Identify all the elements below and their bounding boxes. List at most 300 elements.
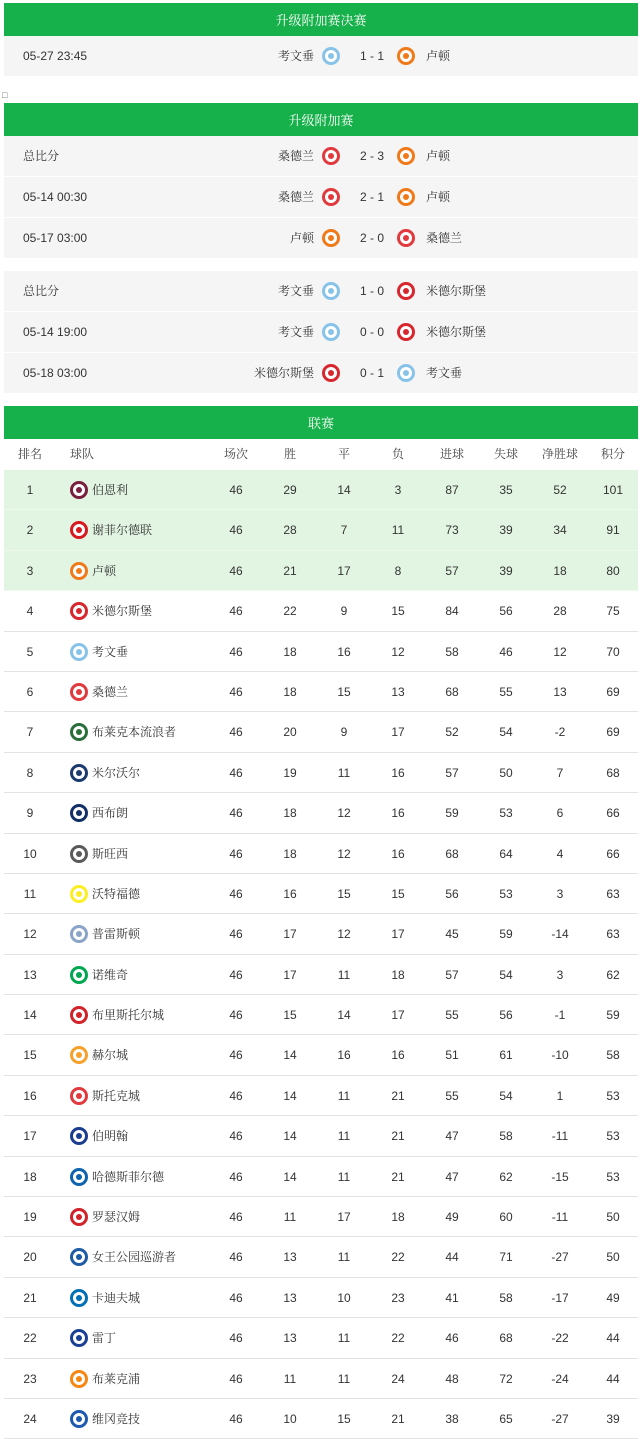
points-cell: 39: [606, 1411, 620, 1426]
crest-badge-icon: [397, 282, 415, 300]
home-team-name: 考文垂: [277, 284, 314, 298]
standings-row[interactable]: [4, 874, 638, 914]
points-cell: 91: [606, 523, 620, 538]
standings-row[interactable]: [4, 793, 638, 833]
goal-difference-cell: 18: [553, 563, 567, 578]
team-name-cell[interactable]: 布莱克本流浪者: [92, 725, 177, 740]
standings-row[interactable]: [4, 1076, 638, 1116]
header-played: 场次: [223, 447, 248, 461]
played-cell: 46: [229, 684, 243, 699]
standings-row[interactable]: [4, 1157, 638, 1197]
team-name-cell[interactable]: 赫尔城: [92, 1048, 129, 1063]
playoff-group-1: [4, 136, 638, 258]
crest-badge-icon: [70, 521, 88, 539]
away-team-name: 卢顿: [426, 49, 451, 63]
points-cell: 66: [606, 846, 620, 861]
rank-cell: 24: [23, 1411, 37, 1426]
goals-against-cell: 65: [499, 1411, 513, 1426]
header-goals-against: 失球: [493, 447, 518, 461]
team-name-cell[interactable]: 沃特福德: [92, 886, 141, 901]
standings-row[interactable]: [4, 672, 638, 712]
team-name-cell[interactable]: 西布朗: [92, 806, 129, 821]
lost-cell: 21: [391, 1129, 405, 1144]
goals-for-cell: 45: [445, 927, 459, 942]
match-row[interactable]: [4, 311, 638, 352]
points-cell: 53: [606, 1088, 620, 1103]
points-cell: 53: [606, 1169, 620, 1184]
team-crest-icon: [70, 723, 88, 741]
points-cell: 70: [606, 644, 620, 659]
crest-badge-icon: [397, 364, 415, 382]
goals-for-cell: 38: [445, 1411, 459, 1426]
played-cell: 46: [229, 604, 243, 619]
team-name-cell[interactable]: 诺维奇: [92, 967, 129, 982]
lost-cell: 16: [391, 765, 405, 780]
won-cell: 19: [283, 765, 297, 780]
team-crest-icon: [70, 1046, 88, 1064]
goals-against-cell: 62: [499, 1169, 513, 1184]
team-crest-icon: [70, 562, 88, 580]
lost-cell: 11: [391, 523, 405, 538]
away-team-crest-icon: [397, 188, 415, 206]
crest-badge-icon: [70, 1046, 88, 1064]
points-cell: 80: [606, 563, 620, 578]
drawn-cell: 12: [337, 846, 351, 861]
goals-for-cell: 51: [445, 1048, 459, 1063]
lost-cell: 16: [391, 846, 405, 861]
goals-against-cell: 61: [499, 1048, 513, 1063]
standings-row[interactable]: [4, 510, 638, 550]
won-cell: 16: [283, 886, 297, 901]
goals-for-cell: 41: [445, 1290, 459, 1305]
rank-cell: 8: [26, 765, 34, 780]
goals-for-cell: 47: [445, 1129, 459, 1144]
played-cell: 46: [229, 1008, 243, 1023]
won-cell: 14: [283, 1088, 297, 1103]
playoff-section-title: 升级附加赛: [288, 113, 354, 128]
points-cell: 49: [606, 1290, 620, 1305]
goal-difference-cell: 4: [556, 846, 564, 861]
goals-for-cell: 57: [445, 967, 459, 982]
goal-difference-cell: 6: [556, 806, 564, 821]
team-name-cell[interactable]: 布莱克浦: [92, 1371, 141, 1386]
points-cell: 59: [606, 1008, 620, 1023]
home-team-crest-icon: [322, 282, 340, 300]
crest-badge-icon: [397, 229, 415, 247]
home-team-name: 米德尔斯堡: [253, 366, 314, 380]
team-name-cell[interactable]: 谢菲尔德联: [92, 523, 153, 538]
lost-cell: 16: [391, 806, 405, 821]
crest-badge-icon: [70, 845, 88, 863]
team-name-cell[interactable]: 雷丁: [92, 1331, 117, 1346]
crest-badge-icon: [397, 147, 415, 165]
drawn-cell: 7: [340, 523, 348, 538]
goal-difference-cell: -11: [551, 1129, 569, 1144]
points-cell: 50: [606, 1250, 620, 1265]
goals-for-cell: 49: [445, 1210, 459, 1225]
home-team-name: 桑德兰: [277, 149, 314, 163]
match-date: 总比分: [23, 284, 60, 298]
rank-cell: 3: [26, 563, 34, 578]
match-date: 05-14 00:30: [23, 190, 88, 204]
team-name-cell[interactable]: 米尔沃尔: [92, 765, 141, 780]
drawn-cell: 17: [337, 563, 351, 578]
rank-cell: 20: [23, 1250, 37, 1265]
points-cell: 63: [606, 886, 620, 901]
played-cell: 46: [229, 563, 243, 578]
drawn-cell: 11: [337, 1129, 351, 1144]
won-cell: 13: [283, 1290, 297, 1305]
points-cell: 62: [606, 967, 620, 982]
team-name-cell[interactable]: 哈德斯菲尔德: [92, 1169, 165, 1184]
goal-difference-cell: -22: [551, 1331, 569, 1346]
points-cell: 68: [606, 765, 620, 780]
rank-cell: 17: [23, 1129, 37, 1144]
header-drawn: 平: [337, 447, 350, 461]
standings-row[interactable]: [4, 1197, 638, 1237]
team-crest-icon: [70, 643, 88, 661]
team-crest-icon: [70, 1329, 88, 1347]
match-row[interactable]: [4, 271, 638, 311]
crest-badge-icon: [322, 364, 340, 382]
standings-row[interactable]: [4, 551, 638, 591]
crest-badge-icon: [70, 1370, 88, 1388]
goals-for-cell: 44: [445, 1250, 459, 1265]
rank-cell: 4: [26, 604, 34, 619]
goals-for-cell: 55: [445, 1088, 459, 1103]
crest-badge-icon: [322, 147, 340, 165]
drawn-cell: 15: [337, 886, 351, 901]
drawn-cell: 11: [337, 1088, 351, 1103]
points-cell: 58: [606, 1048, 620, 1063]
played-cell: 46: [229, 927, 243, 942]
team-crest-icon: [70, 845, 88, 863]
home-team-name: 桑德兰: [277, 190, 314, 204]
lost-cell: 23: [391, 1290, 405, 1305]
drawn-cell: 11: [337, 1331, 351, 1346]
goals-for-cell: 59: [445, 806, 459, 821]
goals-for-cell: 87: [445, 483, 459, 497]
header-goal-difference: 净胜球: [541, 447, 578, 461]
goal-difference-cell: -14: [551, 927, 569, 942]
away-team-name: 米德尔斯堡: [426, 284, 487, 298]
standings-row[interactable]: [4, 632, 638, 672]
lost-cell: 18: [391, 1210, 405, 1225]
crest-badge-icon: [70, 1329, 88, 1347]
crest-badge-icon: [70, 562, 88, 580]
lost-cell: 21: [391, 1411, 405, 1426]
points-cell: 69: [606, 725, 620, 740]
home-team-crest-icon: [322, 364, 340, 382]
team-crest-icon: [70, 1289, 88, 1307]
drawn-cell: 12: [337, 927, 351, 942]
lost-cell: 17: [391, 1008, 405, 1023]
goals-for-cell: 68: [445, 846, 459, 861]
lost-cell: 21: [391, 1088, 405, 1103]
won-cell: 17: [283, 927, 297, 942]
match-date: 05-18 03:00: [23, 366, 88, 380]
standings-row[interactable]: [4, 591, 638, 631]
won-cell: 11: [283, 1210, 297, 1225]
won-cell: 13: [283, 1331, 297, 1346]
team-name-cell[interactable]: 卡迪夫城: [92, 1290, 141, 1305]
team-name-cell[interactable]: 卢顿: [92, 563, 117, 578]
team-crest-icon: [70, 925, 88, 943]
won-cell: 14: [283, 1129, 297, 1144]
played-cell: 46: [229, 846, 243, 861]
match-row[interactable]: [4, 176, 638, 217]
points-cell: 101: [602, 483, 624, 497]
home-team-crest-icon: [322, 47, 340, 65]
final-section-header: [4, 3, 638, 36]
match-score: 0 - 0: [359, 325, 384, 339]
crest-badge-icon: [70, 683, 88, 701]
rank-cell: 13: [23, 967, 37, 982]
standings-row[interactable]: [4, 1359, 638, 1399]
home-team-name: 考文垂: [277, 325, 314, 339]
won-cell: 22: [283, 604, 297, 619]
rank-cell: 6: [26, 684, 34, 699]
drawn-cell: 14: [337, 483, 351, 497]
goals-against-cell: 58: [499, 1290, 513, 1305]
played-cell: 46: [229, 483, 243, 497]
goals-against-cell: 35: [499, 483, 513, 497]
home-team-crest-icon: [322, 147, 340, 165]
goals-against-cell: 72: [499, 1371, 513, 1386]
crest-badge-icon: [70, 804, 88, 822]
team-name-cell[interactable]: 伯明翰: [92, 1129, 129, 1144]
stray-glyph: □: [2, 90, 8, 100]
team-name-cell[interactable]: 维冈竞技: [92, 1411, 141, 1426]
drawn-cell: 15: [337, 1411, 351, 1426]
goals-for-cell: 46: [445, 1331, 459, 1346]
team-name-cell[interactable]: 伯恩利: [92, 483, 129, 497]
team-name-cell[interactable]: 米德尔斯堡: [92, 604, 153, 619]
won-cell: 11: [283, 1371, 297, 1386]
played-cell: 46: [229, 1048, 243, 1063]
team-name-cell[interactable]: 斯托克城: [92, 1088, 141, 1103]
league-section-title: 联赛: [307, 416, 334, 431]
goals-against-cell: 58: [499, 1129, 513, 1144]
team-name-cell[interactable]: 女王公园巡游者: [92, 1250, 177, 1265]
goal-difference-cell: -24: [551, 1371, 569, 1386]
goals-for-cell: 57: [445, 563, 459, 578]
team-crest-icon: [70, 764, 88, 782]
team-crest-icon: [70, 1370, 88, 1388]
drawn-cell: 15: [337, 684, 351, 699]
standings-row[interactable]: [4, 1399, 638, 1439]
played-cell: 46: [229, 523, 243, 538]
team-crest-icon: [70, 885, 88, 903]
crest-badge-icon: [70, 966, 88, 984]
standings-row[interactable]: [4, 1278, 638, 1318]
team-crest-icon: [70, 683, 88, 701]
drawn-cell: 17: [337, 1210, 351, 1225]
won-cell: 21: [283, 563, 297, 578]
standings-row[interactable]: [4, 1116, 638, 1156]
away-team-crest-icon: [397, 229, 415, 247]
team-name-cell[interactable]: 普雷斯顿: [92, 927, 141, 942]
standings-row[interactable]: [4, 1035, 638, 1075]
home-team-name: 考文垂: [277, 49, 314, 63]
goals-against-cell: 59: [499, 927, 513, 942]
team-crest-icon: [70, 1248, 88, 1266]
crest-badge-icon: [70, 1087, 88, 1105]
crest-badge-icon: [322, 47, 340, 65]
rank-cell: 23: [23, 1371, 37, 1386]
won-cell: 18: [283, 846, 297, 861]
match-date: 总比分: [23, 149, 60, 163]
goal-difference-cell: 52: [553, 483, 567, 497]
played-cell: 46: [229, 1210, 243, 1225]
goals-for-cell: 48: [445, 1371, 459, 1386]
played-cell: 46: [229, 725, 243, 740]
won-cell: 13: [283, 1250, 297, 1265]
points-cell: 50: [606, 1210, 620, 1225]
goals-for-cell: 73: [445, 523, 459, 538]
rank-cell: 14: [23, 1008, 37, 1023]
rank-cell: 7: [26, 725, 34, 740]
match-score: 1 - 1: [359, 49, 384, 63]
points-cell: 44: [606, 1371, 620, 1386]
team-name-cell[interactable]: 罗瑟汉姆: [92, 1210, 141, 1225]
team-crest-icon: [70, 1127, 88, 1145]
goals-against-cell: 53: [499, 886, 513, 901]
goal-difference-cell: 13: [553, 684, 567, 699]
crest-badge-icon: [70, 1248, 88, 1266]
goal-difference-cell: -11: [551, 1210, 569, 1225]
standings-row[interactable]: [4, 753, 638, 793]
goals-for-cell: 55: [445, 1008, 459, 1023]
header-won: 胜: [283, 447, 296, 461]
match-row[interactable]: [4, 352, 638, 393]
rank-cell: 11: [23, 886, 37, 901]
rank-cell: 21: [23, 1290, 37, 1305]
team-name-cell[interactable]: 斯旺西: [92, 846, 129, 861]
team-crest-icon: [70, 1410, 88, 1428]
rank-cell: 1: [26, 483, 34, 497]
team-name-cell[interactable]: 考文垂: [92, 644, 129, 659]
away-team-name: 卢顿: [426, 190, 451, 204]
goals-against-cell: 39: [499, 563, 513, 578]
playoff-group-2: [4, 271, 638, 393]
team-crest-icon: [70, 966, 88, 984]
standings-row[interactable]: [4, 470, 638, 510]
rank-cell: 10: [23, 846, 37, 861]
played-cell: 46: [229, 1290, 243, 1305]
played-cell: 46: [229, 967, 243, 982]
points-cell: 66: [606, 806, 620, 821]
goals-against-cell: 39: [499, 523, 513, 538]
team-crest-icon: [70, 1006, 88, 1024]
goals-for-cell: 58: [445, 644, 459, 659]
lost-cell: 16: [391, 1048, 405, 1063]
goals-against-cell: 50: [499, 765, 513, 780]
played-cell: 46: [229, 1129, 243, 1144]
lost-cell: 18: [391, 967, 405, 982]
match-date: 05-17 03:00: [23, 231, 88, 245]
lost-cell: 3: [394, 483, 402, 497]
rank-cell: 12: [23, 927, 37, 942]
played-cell: 46: [229, 1331, 243, 1346]
lost-cell: 12: [391, 644, 405, 659]
crest-badge-icon: [397, 188, 415, 206]
header-lost: 负: [391, 447, 404, 461]
played-cell: 46: [229, 765, 243, 780]
goal-difference-cell: -2: [554, 725, 566, 740]
goals-against-cell: 56: [499, 604, 513, 619]
playoff-section-header: [4, 103, 638, 136]
standings-row[interactable]: [4, 995, 638, 1035]
goal-difference-cell: 3: [556, 886, 564, 901]
drawn-cell: 11: [337, 765, 351, 780]
header-rank: 排名: [17, 447, 42, 461]
won-cell: 17: [283, 967, 297, 982]
goal-difference-cell: 3: [556, 967, 564, 982]
crest-badge-icon: [70, 481, 88, 499]
drawn-cell: 14: [337, 1008, 351, 1023]
standings-row[interactable]: [4, 712, 638, 752]
lost-cell: 21: [391, 1169, 405, 1184]
away-team-crest-icon: [397, 47, 415, 65]
lost-cell: 15: [391, 886, 405, 901]
goal-difference-cell: -17: [551, 1290, 569, 1305]
won-cell: 18: [283, 806, 297, 821]
home-team-crest-icon: [322, 188, 340, 206]
crest-badge-icon: [70, 764, 88, 782]
rank-cell: 22: [23, 1331, 37, 1346]
won-cell: 14: [283, 1048, 297, 1063]
home-team-crest-icon: [322, 229, 340, 247]
goals-against-cell: 71: [499, 1250, 513, 1265]
team-crest-icon: [70, 481, 88, 499]
away-team-crest-icon: [397, 282, 415, 300]
crest-badge-icon: [70, 1127, 88, 1145]
match-row[interactable]: [4, 217, 638, 258]
standings-row[interactable]: [4, 914, 638, 954]
final-section-title: 升级附加赛决赛: [275, 13, 367, 28]
won-cell: 20: [283, 725, 297, 740]
team-name-cell[interactable]: 布里斯托尔城: [92, 1008, 165, 1023]
played-cell: 46: [229, 1371, 243, 1386]
goals-against-cell: 46: [499, 644, 513, 659]
crest-badge-icon: [70, 1168, 88, 1186]
crest-badge-icon: [322, 229, 340, 247]
standings-row[interactable]: [4, 834, 638, 874]
points-cell: 53: [606, 1129, 620, 1144]
home-team-crest-icon: [322, 323, 340, 341]
match-row[interactable]: [4, 36, 638, 76]
crest-badge-icon: [397, 47, 415, 65]
standings-row[interactable]: [4, 1318, 638, 1358]
goal-difference-cell: -1: [554, 1008, 566, 1023]
drawn-cell: 9: [340, 604, 348, 619]
standings-header-row: [4, 438, 638, 470]
crest-badge-icon: [322, 323, 340, 341]
team-name-cell[interactable]: 桑德兰: [92, 684, 129, 699]
played-cell: 46: [229, 806, 243, 821]
goal-difference-cell: -27: [551, 1411, 569, 1426]
won-cell: 18: [283, 684, 297, 699]
match-score: 1 - 0: [359, 284, 384, 298]
won-cell: 18: [283, 644, 297, 659]
goals-against-cell: 56: [499, 1008, 513, 1023]
team-crest-icon: [70, 1208, 88, 1226]
standings-row[interactable]: [4, 955, 638, 995]
match-row[interactable]: [4, 136, 638, 176]
standings-row[interactable]: [4, 1237, 638, 1277]
match-score: 2 - 0: [359, 231, 384, 245]
